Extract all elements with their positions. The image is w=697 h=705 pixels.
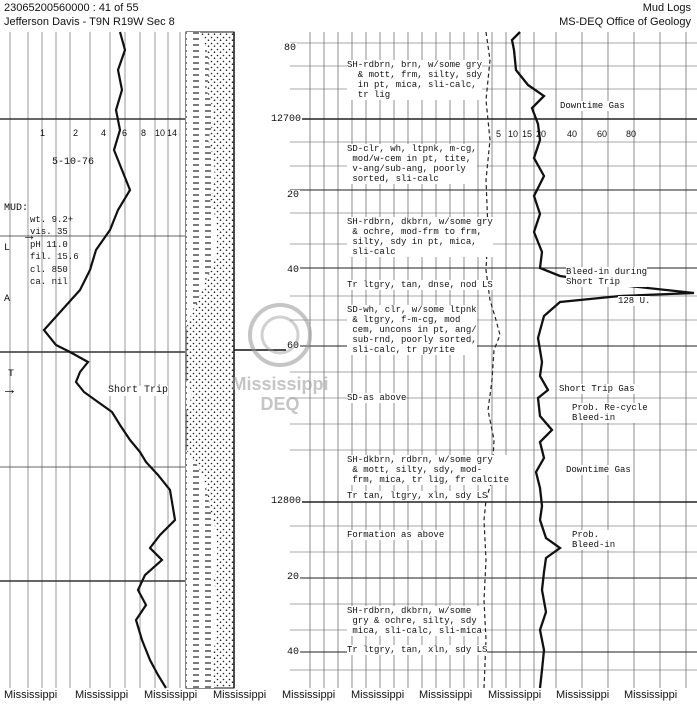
gas-scale-label: 10 (508, 129, 519, 139)
arrow-icon: → (22, 227, 36, 243)
scale-label: 2 (73, 128, 79, 138)
depth-label: 12700 (271, 114, 302, 125)
gas-scale-label: 15 (522, 129, 533, 139)
lithology-description: SH-rdbrn, brn, w/some gry & mott, frm, silty, sdy in pt, mica, sli-calc, tr lig (347, 60, 483, 100)
lithology-description: SD-clr, wh, ltpnk, m-cg, mod/w-cem in pt, tite, v-ang/sub-ang, poorly sorted, sli-calc (347, 144, 477, 184)
scale-label: 14 (167, 128, 178, 138)
gas-scale-label: 60 (597, 129, 608, 139)
lithology-description: SD-as above (347, 393, 407, 403)
mud-title: MUD: (4, 203, 29, 214)
deq-watermark (200, 300, 360, 414)
watermark-line-1: Mississippi (231, 374, 329, 394)
lithology-description: Tr tan, ltgry, xln, sdy LS (347, 491, 488, 501)
gas-note: Prob. Bleed-in (572, 530, 616, 550)
mud-weight: wt. 9.2+ (30, 215, 74, 225)
gas-scale-label: 40 (567, 129, 578, 139)
mud-ph: pH 11.0 (30, 240, 68, 250)
side-letter-t: T (8, 369, 15, 380)
short-trip-label: Short Trip (108, 385, 169, 396)
footer-label: Mississippi (4, 689, 58, 701)
lithology-description: Tr ltgry, tan, xln, sdy LS (347, 645, 488, 655)
seal-icon (245, 300, 315, 370)
depth-label: 60 (287, 341, 300, 352)
mud-chloride: cl. 850 (30, 265, 68, 275)
side-letter-l: L (4, 243, 11, 254)
scale-label: 1 (40, 128, 46, 138)
lithology-description: SD-wh, clr, w/some ltpnk & ltgry, f-m-cg, mod cem, uncons in pt, ang/ sub-rnd, poorly sorted, sli-calc, tr pyrite (347, 305, 477, 355)
document-type: Mud Logs (642, 2, 691, 14)
gas-note: 128 U. (618, 296, 651, 306)
side-letter-a: A (4, 294, 11, 305)
footer-label: Mississippi (75, 689, 129, 701)
depth-label: 40 (287, 647, 300, 658)
document-id: 23065200560000 : 41 of 55 (4, 2, 139, 14)
gas-scale-label: 20 (536, 129, 547, 139)
mud-calcium: ca. nil (30, 277, 68, 287)
well-location: Jefferson Davis - T9N R19W Sec 8 (4, 16, 175, 28)
depth-label: 40 (287, 265, 300, 276)
depth-label: 12800 (271, 496, 302, 507)
footer-label: Mississippi (556, 689, 610, 701)
lithology-description: Formation as above (347, 530, 445, 540)
lithology-description: Tr ltgry, tan, dnse, nod LS (347, 280, 493, 290)
log-date: 5-10-76 (52, 157, 95, 168)
mud-filtrate: fil. 15.6 (30, 252, 79, 262)
mud-viscosity: vis. 35 (30, 227, 68, 237)
gas-scale-label: 80 (626, 129, 637, 139)
scale-label: 8 (141, 128, 147, 138)
depth-label: 20 (287, 572, 300, 583)
scale-label: 6 (122, 128, 128, 138)
lithology-description: SH-rdbrn, dkbrn, w/some gry & ochre, mod-frm to frm, silty, sdy in pt, mica, sli-calc (347, 217, 493, 257)
footer-label: Mississippi (419, 689, 473, 701)
watermark-line-2: DEQ (260, 394, 300, 414)
depth-label: 80 (284, 43, 297, 54)
gas-note: Downtime Gas (566, 465, 631, 475)
lithology-description: SH-rdbrn, dkbrn, w/some gry & ochre, silty, sdy mica, sli-calc, sli-mica (347, 606, 483, 636)
footer-label: Mississippi (282, 689, 336, 701)
gas-note: Downtime Gas (560, 101, 625, 111)
footer-label: Mississippi (144, 689, 198, 701)
depth-label: 20 (287, 190, 300, 201)
agency-name: MS-DEQ Office of Geology (559, 16, 691, 28)
scale-label: 10 (155, 128, 166, 138)
footer-label: Mississippi (624, 689, 678, 701)
lithology-description: SH-dkbrn, rdbrn, w/some gry & mott, silty, sdy, mod- frm, mica, tr lig, fr calcite (347, 455, 510, 485)
footer-label: Mississippi (351, 689, 405, 701)
gas-note: Prob. Re-cycle Bleed-in (572, 403, 648, 423)
gas-note: Bleed-in during Short Trip (566, 267, 648, 287)
gas-scale-label: 5 (496, 129, 502, 139)
arrow-icon: → (2, 381, 17, 398)
footer-label: Mississippi (213, 689, 267, 701)
footer-label: Mississippi (488, 689, 542, 701)
gas-note: Short Trip Gas (559, 384, 635, 394)
scale-label: 4 (101, 128, 107, 138)
